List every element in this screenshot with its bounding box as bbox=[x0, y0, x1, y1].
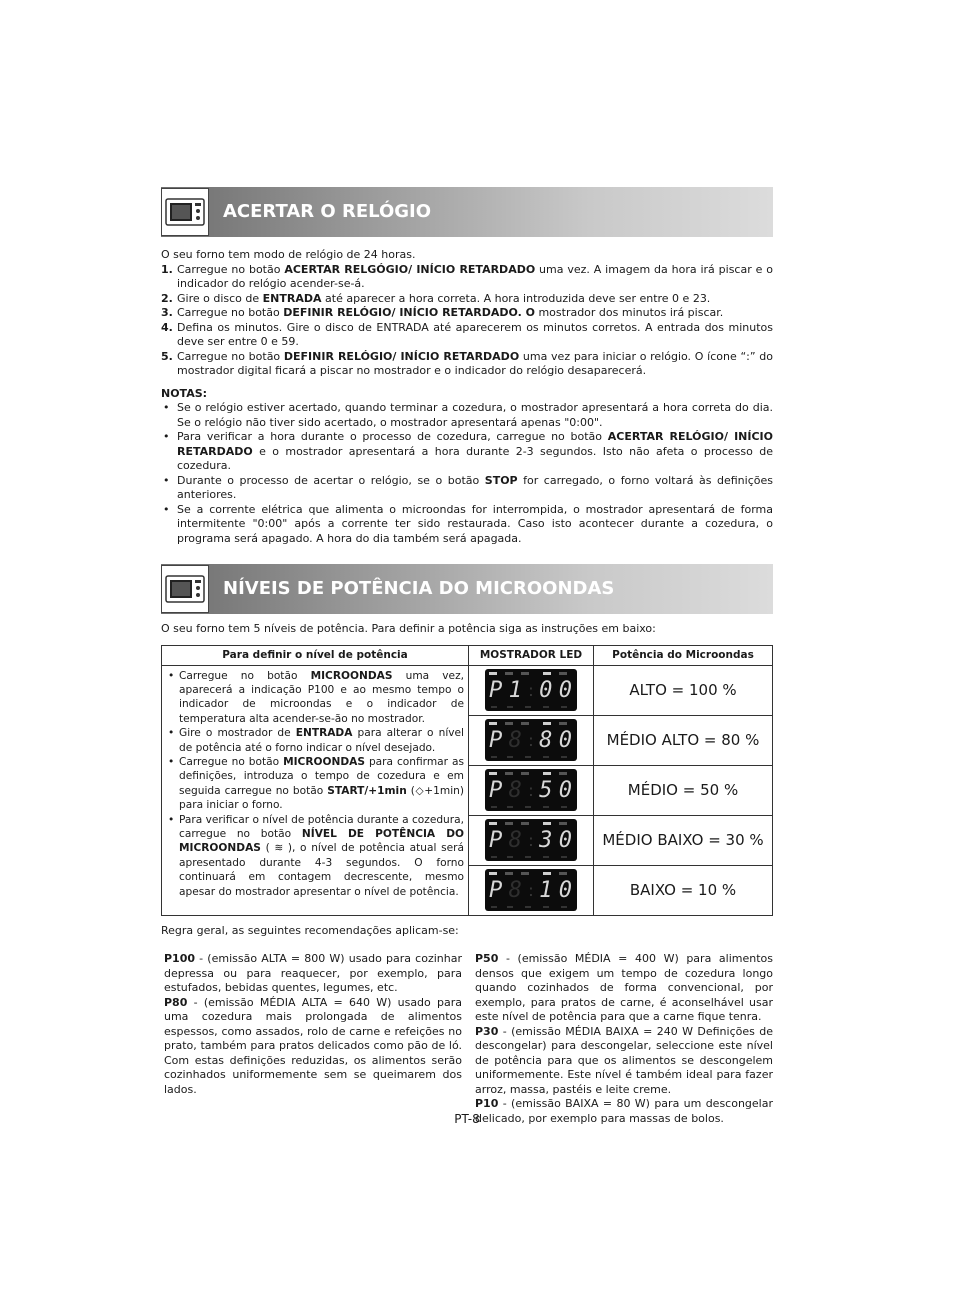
led-bottom-indicator bbox=[561, 806, 567, 808]
led-indicator bbox=[505, 872, 513, 875]
led-digit: 8 bbox=[539, 727, 554, 753]
led-indicator bbox=[559, 872, 567, 875]
led-indicator bbox=[489, 772, 497, 775]
led-bottom-indicator bbox=[561, 856, 567, 858]
led-bottom-indicator bbox=[507, 806, 513, 808]
text-run: Carregue no botão bbox=[177, 349, 284, 363]
led-digit: P bbox=[489, 777, 504, 803]
led-display bbox=[485, 869, 577, 911]
led-digit: 0 bbox=[558, 727, 573, 753]
led-bottom-indicator bbox=[491, 706, 497, 708]
led-colon: : bbox=[528, 730, 534, 750]
led-indicator bbox=[505, 822, 513, 825]
led-digit: P bbox=[489, 727, 504, 753]
bullet-icon: • bbox=[163, 473, 170, 487]
led-indicator bbox=[543, 872, 551, 875]
bold-text: P30 bbox=[475, 1024, 499, 1038]
bullet-icon: • bbox=[168, 813, 175, 826]
bold-text: MICROONDAS bbox=[283, 755, 365, 768]
led-bottom-indicator bbox=[543, 806, 549, 808]
power-level-label: MÉDIO = 50 % bbox=[594, 765, 773, 815]
led-bottom-indicator bbox=[561, 756, 567, 758]
clock-step bbox=[161, 292, 773, 307]
led-indicator bbox=[521, 672, 529, 675]
step-number: 2. bbox=[161, 291, 173, 305]
bold-text: ACERTAR RELGÓGIO/ INÍCIO RETARDADO bbox=[284, 262, 536, 276]
bold-text: MICROONDAS bbox=[310, 669, 393, 682]
led-indicator bbox=[505, 672, 513, 675]
led-cell bbox=[469, 815, 594, 865]
led-bottom-indicator bbox=[491, 806, 497, 808]
power-section-banner bbox=[161, 564, 773, 614]
led-indicator bbox=[521, 822, 529, 825]
led-digit: 1 bbox=[539, 877, 554, 903]
led-colon: : bbox=[528, 880, 534, 900]
led-digit: 0 bbox=[558, 827, 573, 853]
led-cell bbox=[469, 865, 594, 915]
text-run: - (emissão ALTA = 800 W) usado para cozinhar depressa ou para reaquecer, por exemplo, para estufados, bebidas quentes, legumes, etc. bbox=[164, 952, 462, 994]
bold-text: DEFINIR RELÓGIO/ INÍCIO RETARDADO. O bbox=[283, 306, 535, 319]
notes-title: NOTAS: bbox=[161, 386, 208, 400]
text-run: Se o relógio estiver acertado, quando terminar a cozedura, o mostrador apresentará a hora correta do dia. Se o relógio não tiver sido acertado, o mostrador apresentará apenas "0:00". bbox=[177, 401, 773, 429]
text-run: Durante o processo de acertar o relógio, se o botão bbox=[177, 473, 485, 487]
led-bottom-indicator bbox=[525, 906, 531, 908]
led-colon: : bbox=[528, 780, 534, 800]
text-run: para alterar o nível de potência até o forno indicar o nível desejado. bbox=[179, 727, 464, 754]
clock-step bbox=[161, 306, 773, 321]
text-run: - (emissão BAIXA = 80 W) para um descongelar delicado, por exemplo para massas de bolos. bbox=[475, 1097, 773, 1125]
general-rule: Regra geral, as seguintes recomendações aplicam-se: bbox=[161, 923, 459, 937]
text-run: uma vez. A imagem da hora irá piscar e o indicador do relógio acender-se-á. bbox=[177, 262, 773, 290]
led-display bbox=[485, 819, 577, 861]
text-run: Carregue no botão bbox=[177, 262, 285, 276]
text-run: Carregue no botão bbox=[179, 669, 311, 682]
text-run: até aparecer a hora correta. A hora introduzida deve ser entre 0 e 23. bbox=[321, 291, 711, 305]
recommendations-right-column bbox=[475, 952, 773, 1126]
led-digit: P bbox=[489, 877, 504, 903]
bold-text: P100 bbox=[164, 952, 196, 965]
notes-list bbox=[161, 401, 773, 546]
instruction-item bbox=[166, 726, 464, 755]
led-cell bbox=[469, 765, 594, 815]
led-colon: : bbox=[528, 830, 534, 850]
power-level-label: BAIXO = 10 % bbox=[594, 865, 773, 915]
text-run: mostrador dos minutos irá piscar. bbox=[534, 306, 724, 319]
led-indicator bbox=[559, 822, 567, 825]
led-bottom-indicator bbox=[491, 856, 497, 858]
led-indicator bbox=[489, 822, 497, 825]
text-run: ( ≋ ), o nível de potência atual será apresentado durante 4-3 segundos. O forno continuará em contagem decrescente, mesmo apesar do mostrador apresentar o nível de potência. bbox=[179, 842, 464, 898]
led-bottom-indicator bbox=[525, 706, 531, 708]
text-run: Para verificar a hora durante o processo de cozedura, carregue no botão bbox=[177, 430, 608, 443]
led-indicator bbox=[489, 672, 497, 675]
microwave-icon bbox=[161, 188, 209, 236]
led-indicator bbox=[521, 872, 529, 875]
text-run: Defina os minutos. Gire o disco de ENTRADA até aparecerem os minutos corretos. A entrada dos minutos deve ser entre 0 e 59. bbox=[177, 320, 773, 348]
led-indicator bbox=[543, 772, 551, 775]
table-row bbox=[162, 665, 773, 715]
power-level-label: MÉDIO ALTO = 80 % bbox=[594, 715, 773, 765]
bullet-icon: • bbox=[168, 669, 175, 682]
step-number: 1. bbox=[161, 262, 173, 276]
text-run: uma vez, aparecerá a indicação P100 e ao mesmo tempo o indicador de microondas e o indicador de temperatura alta acender-se-ão no mostrador. bbox=[179, 669, 464, 725]
led-bottom-indicator bbox=[507, 856, 513, 858]
bullet-icon: • bbox=[163, 502, 170, 516]
led-bottom-indicator bbox=[525, 756, 531, 758]
led-bottom-indicator bbox=[543, 756, 549, 758]
text-run: e o mostrador apresentará a hora durante 2-3 segundos. Isto não afeta o processo de cozedura. bbox=[177, 444, 773, 472]
bold-text: NÍVEL DE POTÊNCIA DO MICROONDAS bbox=[179, 827, 464, 855]
led-digit: 3 bbox=[539, 827, 554, 853]
power-section-title: NÍVEIS DE POTÊNCIA DO MICROONDAS bbox=[223, 577, 615, 599]
clock-section-title: ACERTAR O RELÓGIO bbox=[223, 200, 432, 222]
page-number: PT-8 bbox=[454, 1112, 480, 1126]
led-indicator bbox=[543, 672, 551, 675]
led-bottom-indicator bbox=[561, 706, 567, 708]
table-header-led: MOSTRADOR LED bbox=[469, 645, 594, 665]
led-bottom-indicator bbox=[525, 856, 531, 858]
instructions-cell bbox=[162, 665, 469, 915]
bold-text: STOP bbox=[484, 473, 518, 487]
bold-text: START/+1min bbox=[327, 784, 407, 797]
table-header-instructions: Para definir o nível de potência bbox=[162, 645, 469, 665]
led-indicator bbox=[489, 872, 497, 875]
led-display bbox=[485, 719, 577, 761]
led-digit: 0 bbox=[539, 677, 554, 703]
note-item bbox=[161, 474, 773, 503]
led-indicator bbox=[559, 722, 567, 725]
led-indicator bbox=[489, 722, 497, 725]
instruction-item bbox=[166, 813, 464, 899]
led-bottom-indicator bbox=[543, 906, 549, 908]
led-digit: 8 bbox=[508, 777, 523, 803]
recommendation-paragraph bbox=[475, 952, 773, 1025]
led-indicator bbox=[559, 672, 567, 675]
led-indicator bbox=[521, 722, 529, 725]
instruction-item bbox=[166, 669, 464, 727]
led-digit: 1 bbox=[508, 677, 523, 703]
manual-page bbox=[161, 187, 773, 1126]
bold-text: P80 bbox=[164, 995, 188, 1009]
text-run: - (emissão MÉDIA ALTA = 640 W) usado para uma cozedura mais prolongada de alimentos espessos, como assados, rolo de carne e refeições no prato, também para pratos delicados como pão de ló. Com estas definições reduzidas, os alimentos serão cozinhados uniformemente sem se queimarem dos lados. bbox=[164, 995, 462, 1096]
led-display bbox=[485, 769, 577, 811]
bold-text: ENTRADA bbox=[262, 291, 322, 305]
led-indicator bbox=[543, 722, 551, 725]
led-indicator bbox=[505, 772, 513, 775]
note-item bbox=[161, 401, 773, 430]
power-level-label: MÉDIO BAIXO = 30 % bbox=[594, 815, 773, 865]
recommendations-left-column bbox=[164, 952, 462, 1126]
power-intro: O seu forno tem 5 níveis de potência. Para definir a potência siga as instruções em baixo: bbox=[161, 622, 656, 635]
note-item bbox=[161, 503, 773, 547]
bullet-icon: • bbox=[168, 727, 175, 740]
led-indicator bbox=[559, 772, 567, 775]
step-number: 5. bbox=[161, 349, 173, 363]
recommendation-paragraph bbox=[164, 996, 462, 1098]
text-run: para confirmar as definições, introduza o tempo de cozedura e em seguida carregue no botão bbox=[179, 755, 464, 797]
instruction-item bbox=[166, 755, 464, 813]
led-cell bbox=[469, 665, 594, 715]
text-run: uma vez para iniciar o relógio. O ícone “:” do mostrador digital ficará a piscar no mostrador e o indicador do relógio desaparecerá. bbox=[177, 349, 773, 377]
text-run: - (emissão MÉDIA = 400 W) para alimentos densos que exigem um tempo de cozedura longo quando cozinhados de forma convencional, por exemplo, para pratos de carne, é aconselhável usar este nível de potência para que a carne fique tenra. bbox=[475, 952, 773, 1023]
led-bottom-indicator bbox=[543, 856, 549, 858]
power-levels-table bbox=[161, 645, 773, 916]
clock-section-banner bbox=[161, 187, 773, 237]
led-colon: : bbox=[528, 680, 534, 700]
clock-step bbox=[161, 321, 773, 350]
text-run: Carregue no botão bbox=[177, 306, 284, 319]
clock-step bbox=[161, 350, 773, 379]
bullet-icon: • bbox=[163, 401, 170, 414]
led-indicator bbox=[543, 822, 551, 825]
led-display bbox=[485, 669, 577, 711]
text-run: for carregado, o forno voltará às definições anteriores. bbox=[177, 473, 773, 501]
text-run: Gire o disco de bbox=[177, 291, 263, 305]
clock-steps-list bbox=[161, 263, 773, 379]
led-digit: 0 bbox=[558, 677, 573, 703]
led-bottom-indicator bbox=[543, 706, 549, 708]
led-digit: 0 bbox=[558, 877, 573, 903]
led-bottom-indicator bbox=[491, 756, 497, 758]
led-bottom-indicator bbox=[507, 756, 513, 758]
bold-text: P10 bbox=[475, 1097, 499, 1110]
bullet-icon: • bbox=[163, 430, 170, 443]
led-indicator bbox=[521, 772, 529, 775]
clock-step bbox=[161, 263, 773, 292]
step-number: 3. bbox=[161, 306, 173, 319]
microwave-icon bbox=[161, 565, 209, 613]
table-header-power: Potência do Microondas bbox=[594, 645, 773, 665]
power-level-label: ALTO = 100 % bbox=[594, 665, 773, 715]
led-digit: 0 bbox=[558, 777, 573, 803]
recommendation-paragraph bbox=[475, 1025, 773, 1098]
text-run: - (emissão MÉDIA BAIXA = 240 W Definições de descongelar) para descongelar, seleccione este nível de potência para que os alimentos se descongelem uniformemente. Este nível é também ideal para fazer arroz, massa, pastéis e leite creme. bbox=[475, 1024, 773, 1096]
led-digit: P bbox=[489, 827, 504, 853]
led-indicator bbox=[505, 722, 513, 725]
led-digit: 5 bbox=[539, 777, 554, 803]
led-cell bbox=[469, 715, 594, 765]
bold-text: DEFINIR RELÓGIO/ INÍCIO RETARDADO bbox=[283, 349, 520, 363]
led-bottom-indicator bbox=[561, 906, 567, 908]
led-digit: 8 bbox=[508, 727, 523, 753]
note-item bbox=[161, 430, 773, 474]
bullet-icon: • bbox=[168, 755, 175, 768]
recommendations bbox=[161, 952, 773, 1126]
bold-text: P50 bbox=[475, 952, 499, 965]
clock-intro: O seu forno tem modo de relógio de 24 horas. bbox=[161, 248, 416, 261]
step-number: 4. bbox=[161, 320, 173, 334]
led-bottom-indicator bbox=[507, 706, 513, 708]
led-bottom-indicator bbox=[525, 806, 531, 808]
led-digit: P bbox=[489, 677, 504, 703]
led-bottom-indicator bbox=[507, 906, 513, 908]
text-run: Carregue no botão bbox=[179, 755, 284, 768]
text-run: Gire o mostrador de bbox=[179, 727, 296, 740]
text-run: Para verificar o nível de potência durante a cozedura, carregue no botão bbox=[179, 813, 464, 840]
text-run: (◇+1min) para iniciar o forno. bbox=[179, 784, 465, 812]
led-digit: 8 bbox=[508, 827, 523, 853]
led-bottom-indicator bbox=[491, 906, 497, 908]
text-run: Se a corrente elétrica que alimenta o microondas for interrompida, o mostrador apresentará de forma intermitente "0:00" após a corrente ter sido restaurada. Caso isto acontecer durante a cozedura, o programa será apagado. A hora do dia também será apagada. bbox=[177, 502, 773, 545]
bold-text: ACERTAR RELÓGIO/ INÍCIO RETARDADO bbox=[177, 430, 773, 458]
led-digit: 8 bbox=[508, 877, 523, 903]
bold-text: ENTRADA bbox=[295, 727, 353, 740]
recommendation-paragraph bbox=[164, 952, 462, 996]
